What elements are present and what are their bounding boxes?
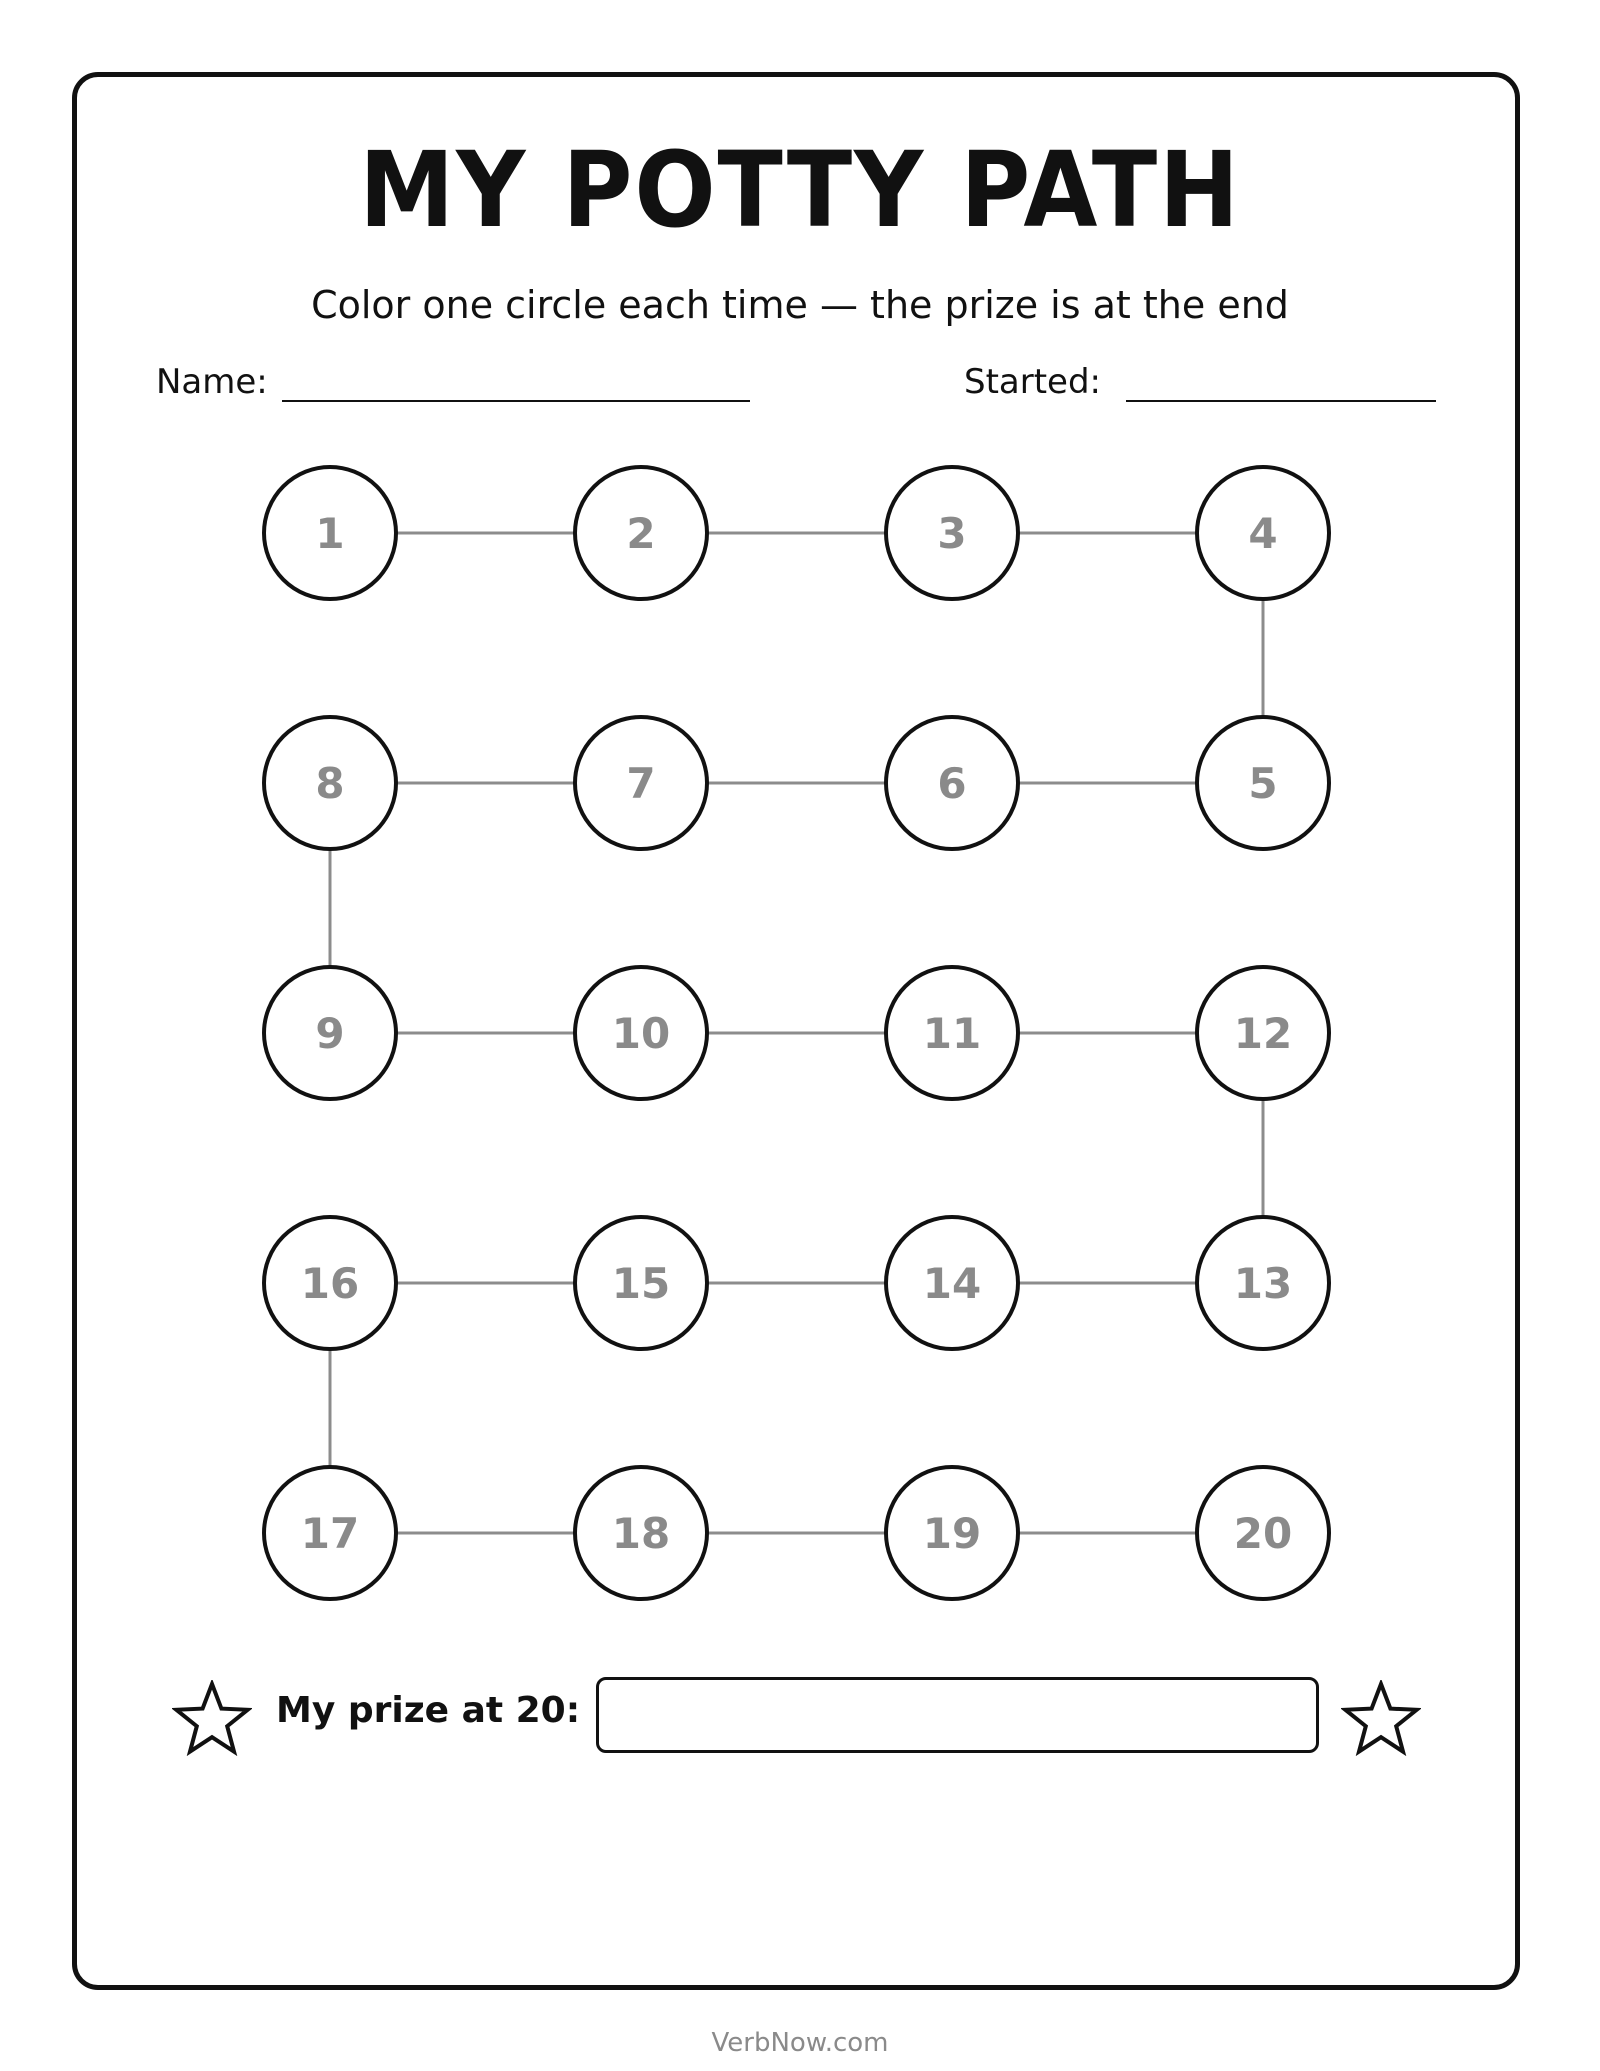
step-circle-7[interactable] xyxy=(575,717,707,849)
step-circle-17[interactable] xyxy=(264,1467,396,1599)
star-icon xyxy=(172,1680,252,1756)
step-number: 19 xyxy=(922,1509,982,1558)
step-number: 1 xyxy=(315,509,345,558)
step-number: 3 xyxy=(937,509,967,558)
footer-credit: VerbNow.com xyxy=(711,2028,889,2058)
name-label: Name: xyxy=(156,362,268,402)
step-number: 9 xyxy=(315,1009,345,1058)
step-number: 13 xyxy=(1233,1259,1293,1308)
step-circle-9[interactable] xyxy=(264,967,396,1099)
prize-input-box[interactable] xyxy=(596,1677,1319,1753)
star-icon xyxy=(1341,1680,1421,1756)
step-number: 20 xyxy=(1233,1509,1293,1558)
step-circle-16[interactable] xyxy=(264,1217,396,1349)
step-number: 14 xyxy=(922,1259,982,1308)
step-number: 8 xyxy=(315,759,345,808)
step-circle-6[interactable] xyxy=(886,717,1018,849)
step-circle-10[interactable] xyxy=(575,967,707,1099)
step-number: 2 xyxy=(626,509,656,558)
step-number: 7 xyxy=(626,759,656,808)
started-label: Started: xyxy=(964,362,1102,402)
step-number: 5 xyxy=(1248,759,1278,808)
step-circle-15[interactable] xyxy=(575,1217,707,1349)
step-number: 17 xyxy=(300,1509,360,1558)
step-circle-13[interactable] xyxy=(1197,1217,1329,1349)
step-circle-3[interactable] xyxy=(886,467,1018,599)
step-circle-2[interactable] xyxy=(575,467,707,599)
prize-label: My prize at 20: xyxy=(276,1690,581,1731)
subtitle: Color one circle each time — the prize is at the end xyxy=(311,283,1289,327)
step-circle-5[interactable] xyxy=(1197,717,1329,849)
step-circle-8[interactable] xyxy=(264,717,396,849)
step-number: 12 xyxy=(1233,1009,1293,1058)
step-number: 11 xyxy=(922,1009,982,1058)
step-number: 15 xyxy=(611,1259,671,1308)
step-circle-1[interactable] xyxy=(264,467,396,599)
step-circle-12[interactable] xyxy=(1197,967,1329,1099)
step-number: 4 xyxy=(1248,509,1278,558)
step-number: 18 xyxy=(611,1509,671,1558)
step-circle-18[interactable] xyxy=(575,1467,707,1599)
step-circle-11[interactable] xyxy=(886,967,1018,1099)
step-circle-4[interactable] xyxy=(1197,467,1329,599)
page-title: MY POTTY PATH xyxy=(359,129,1241,251)
step-number: 10 xyxy=(611,1009,671,1058)
step-number: 16 xyxy=(300,1259,360,1308)
step-circle-14[interactable] xyxy=(886,1217,1018,1349)
step-number: 6 xyxy=(937,759,967,808)
step-circle-19[interactable] xyxy=(886,1467,1018,1599)
step-circle-20[interactable] xyxy=(1197,1467,1329,1599)
path-connectors xyxy=(330,533,1263,1533)
